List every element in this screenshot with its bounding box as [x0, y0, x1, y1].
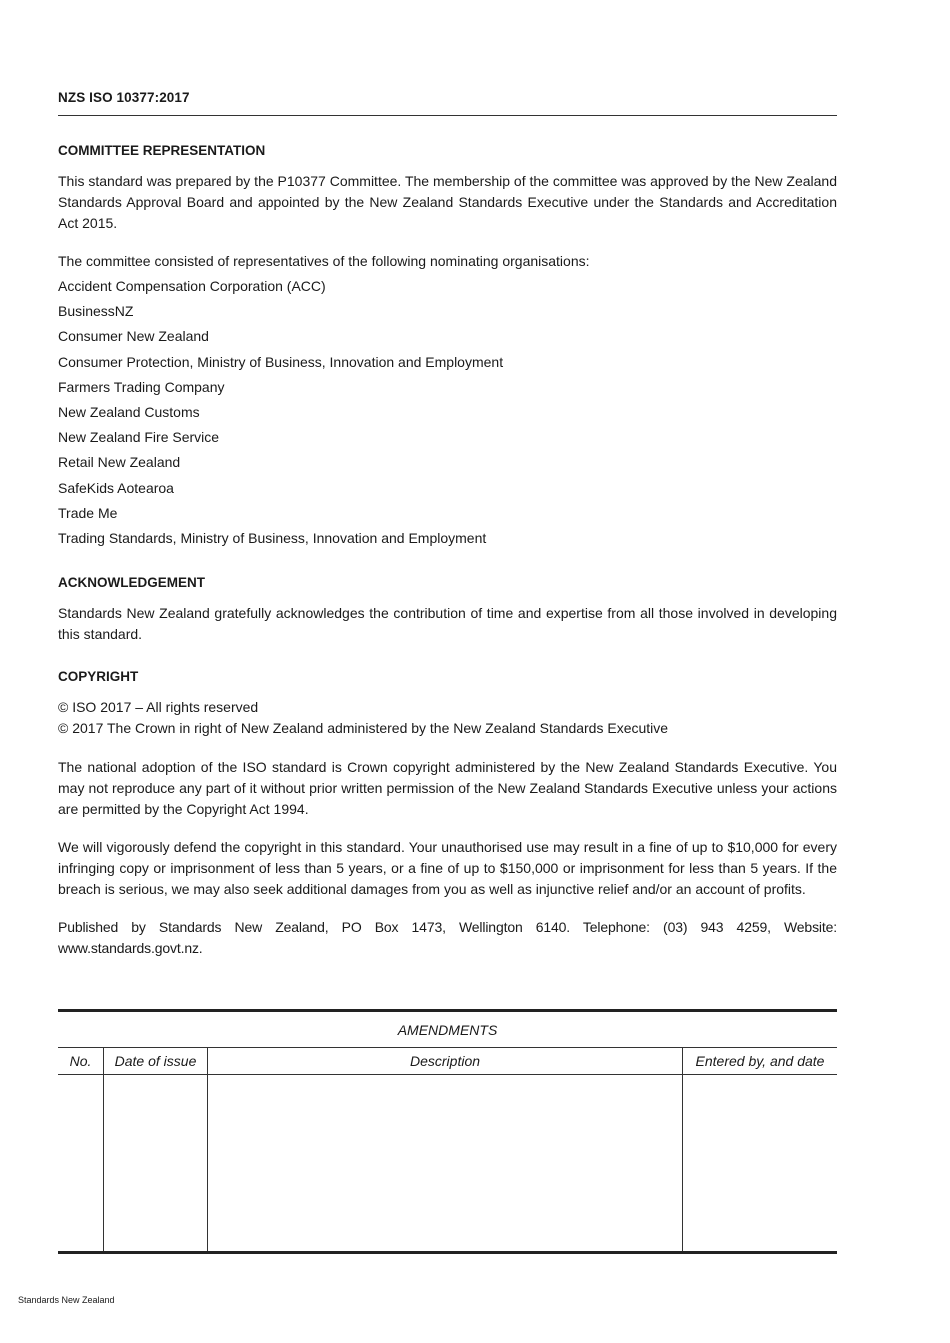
list-item: Farmers Trading Company [58, 378, 225, 395]
organisations-list [58, 276, 503, 553]
column-divider [207, 1047, 208, 1251]
column-divider [682, 1047, 683, 1251]
copyright-line-crown: © 2017 The Crown in right of New Zealand administered by the New Zealand Standards Executive [58, 720, 669, 736]
amendments-title: AMENDMENTS [397, 1022, 498, 1038]
footer-publisher: Standards New Zealand [18, 1295, 115, 1305]
list-item: New Zealand Fire Service [58, 429, 220, 446]
document-id: NZS ISO 10377:2017 [58, 90, 190, 105]
committee-intro: This standard was prepared by the P10377 Committee. The membership of the committee was approved by the New Zealand Standards Approval Board and appointed by the New Zealand Standards Executive under the Standards and Accreditation Act 2015. [58, 173, 837, 231]
list-item: Consumer Protection, Ministry of Business, Innovation and Employment [58, 353, 504, 370]
amendments-table [58, 1009, 837, 1254]
list-item: BusinessNZ [58, 303, 134, 320]
column-header-description: Description [409, 1053, 481, 1069]
list-item: Accident Compensation Corporation (ACC) [58, 278, 326, 294]
copyright-heading: COPYRIGHT [58, 669, 139, 684]
organisations-intro: The committee consisted of representatives of the following nominating organisations: [58, 253, 590, 269]
column-header-entered: Entered by, and date [695, 1053, 825, 1069]
acknowledgement-heading: ACKNOWLEDGEMENT [58, 575, 205, 590]
column-divider [103, 1047, 104, 1251]
column-header-no: No. [69, 1053, 92, 1069]
list-item: Retail New Zealand [58, 454, 181, 471]
list-item: Consumer New Zealand [58, 328, 209, 345]
acknowledgement-text: Standards New Zealand gratefully acknowledges the contribution of time and expertise from all those involved in developing this standard. [58, 605, 837, 642]
header-divider [58, 115, 837, 116]
list-item: New Zealand Customs [58, 403, 200, 420]
list-item: Trade Me [58, 504, 118, 521]
list-item: Trading Standards, Ministry of Business, Innovation and Employment [58, 529, 487, 546]
publisher-details: Published by Standards New Zealand, PO Box 1473, Wellington 6140. Telephone: (03) 943 4259, Website: www.standards.govt.nz. [58, 919, 837, 956]
committee-heading: COMMITTEE REPRESENTATION [58, 143, 266, 158]
copyright-adoption-paragraph: The national adoption of the ISO standard is Crown copyright administered by the New Zealand Standards Executive. You may not reproduce any part of it without prior written permission of the New Zealand Standards Executive unless your actions are permitted by the Copyright Act 1994. [58, 759, 837, 817]
copyright-defend-paragraph: We will vigorously defend the copyright in this standard. Your unauthorised use may result in a fine of up to $10,000 for every infringing copy or imprisonment of less than 5 years, or a fine of up to $150,000 or imprisonment for less than 5 years. If the breach is serious, we may also seek additional damages from you as well as injunctive relief and/or an account of profits. [58, 839, 837, 897]
column-header-date: Date of issue [114, 1053, 197, 1069]
table-header-divider [58, 1074, 837, 1075]
table-divider [58, 1047, 837, 1048]
copyright-line-iso: © ISO 2017 – All rights reserved [58, 699, 259, 715]
list-item: SafeKids Aotearoa [58, 479, 174, 496]
